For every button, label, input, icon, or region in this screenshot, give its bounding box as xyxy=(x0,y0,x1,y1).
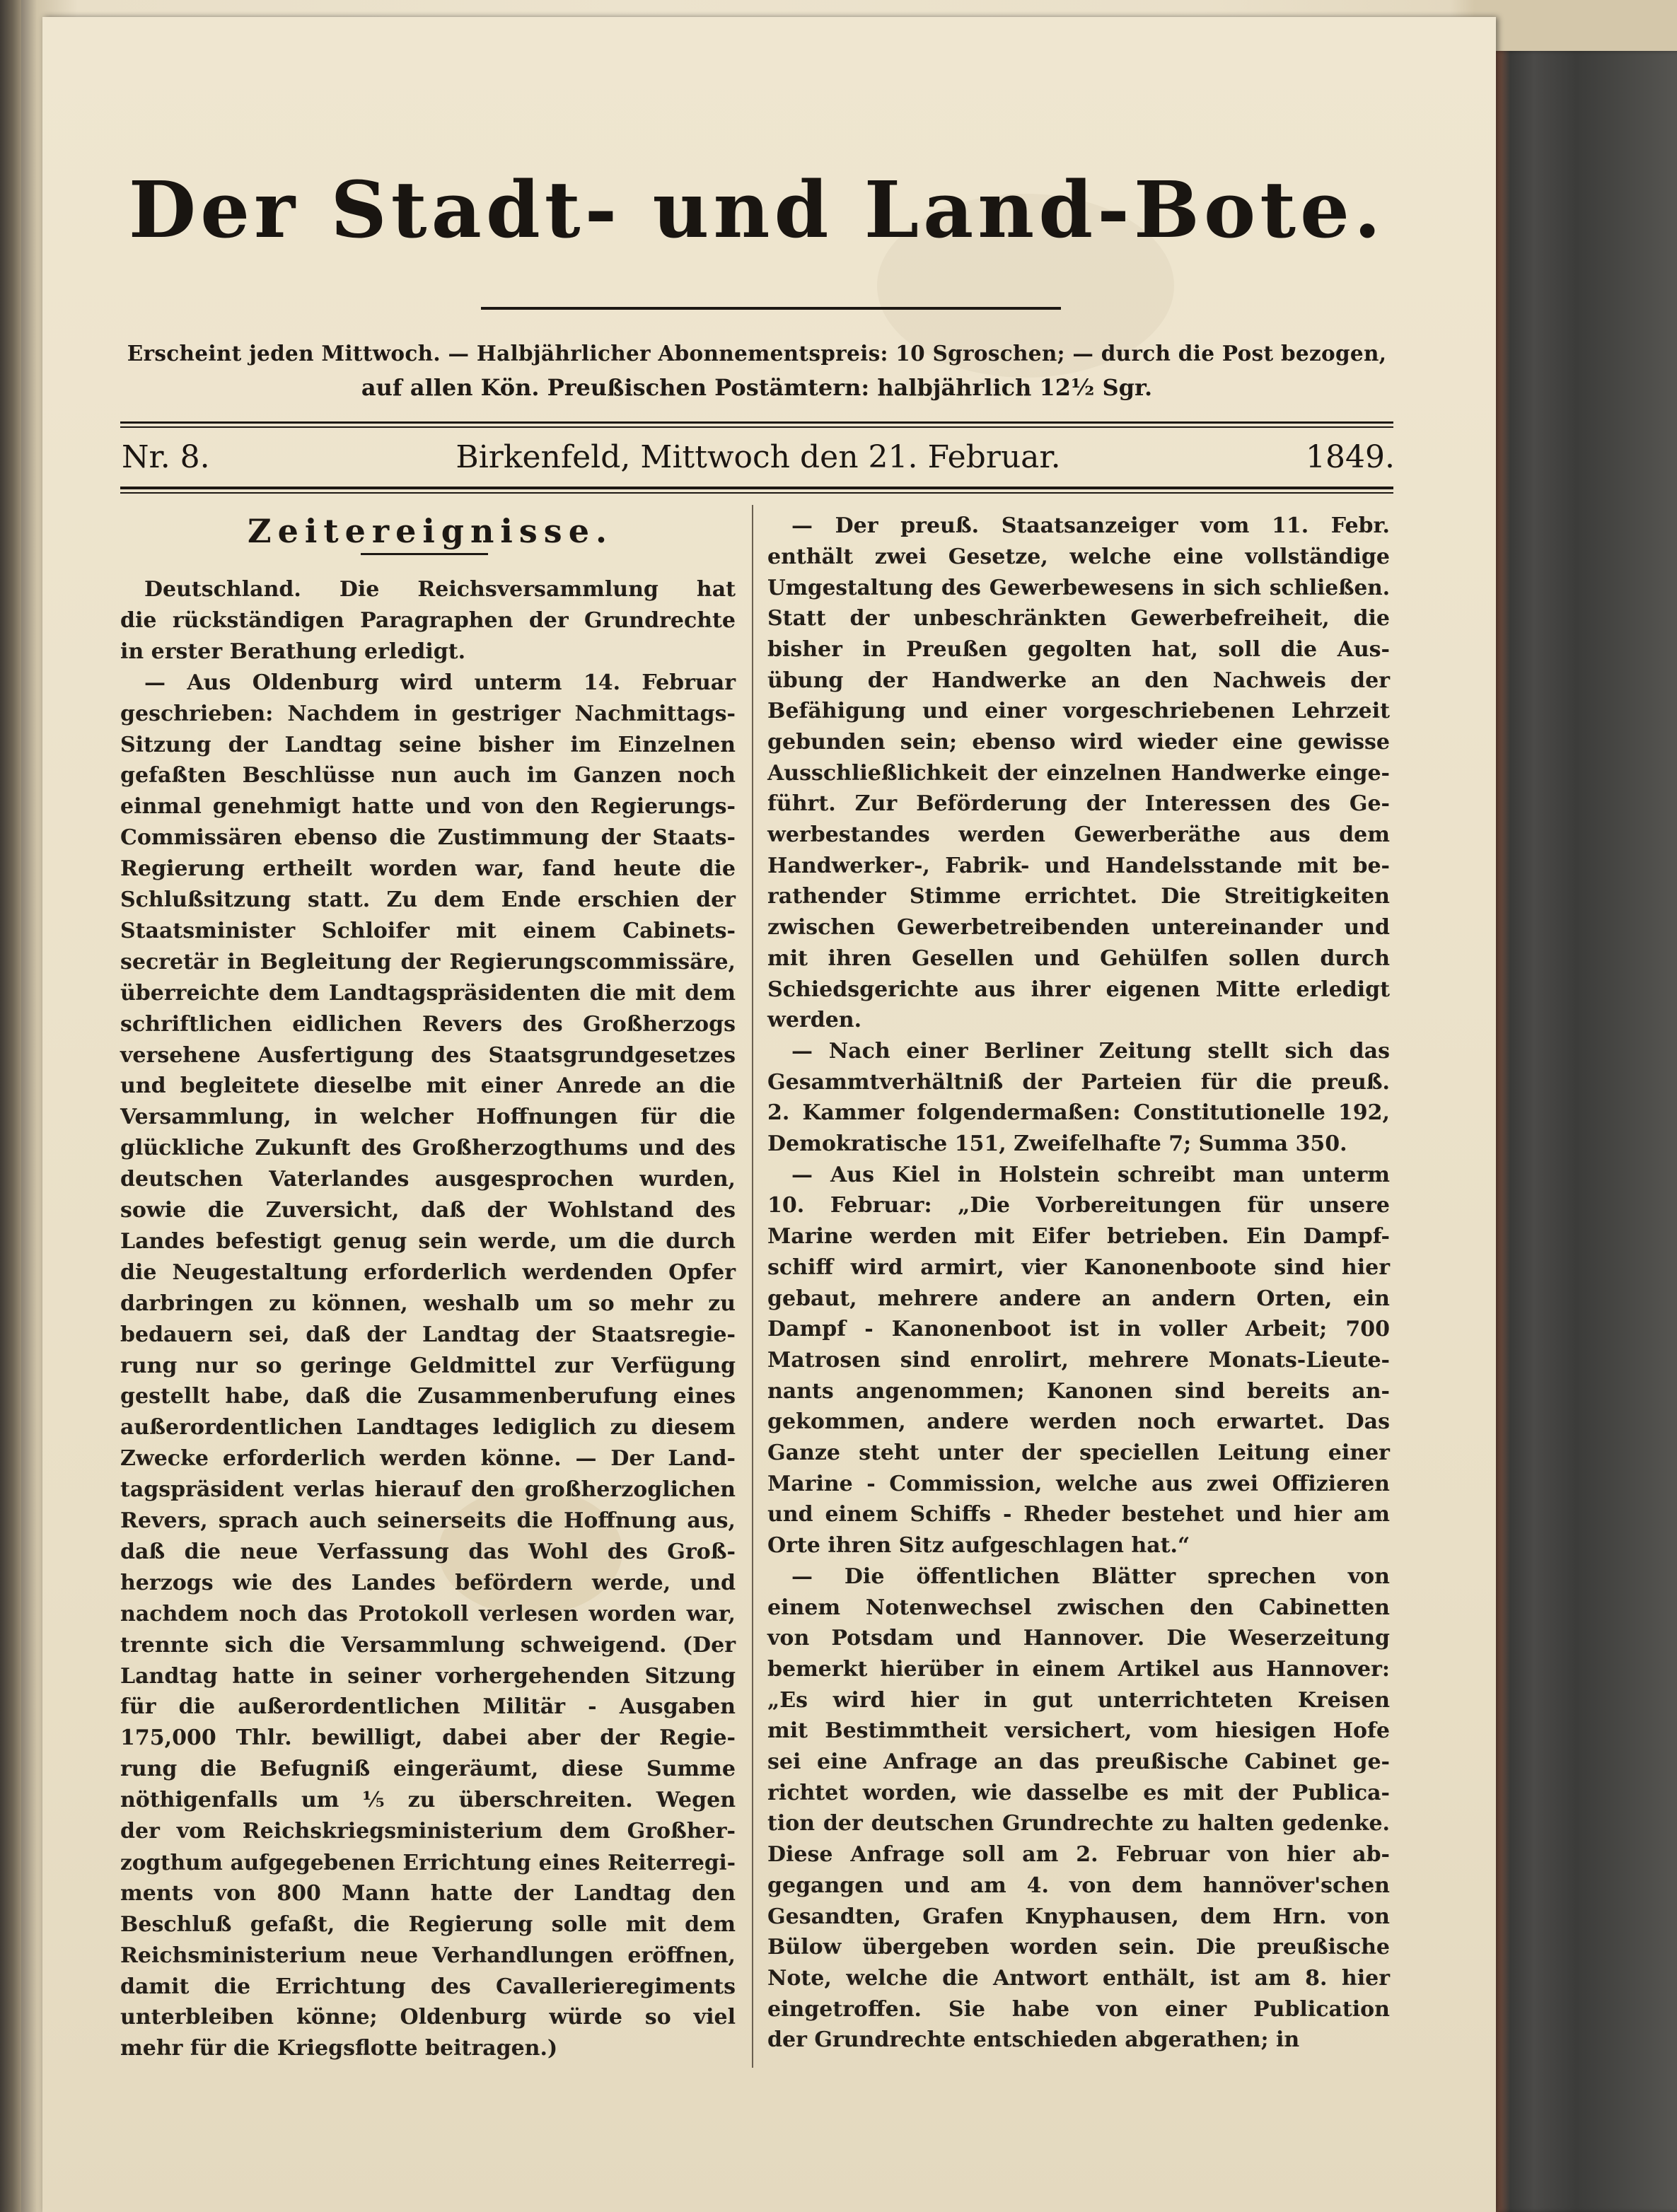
text-line: tion der deutschen Grundrechte zu halten gedenke. xyxy=(767,1811,1390,1836)
column-divider xyxy=(752,505,753,2068)
text-line: Schiedsgerichte aus ihrer eigenen Mitte erledigt xyxy=(767,977,1390,1002)
text-line: einmal genehmigt hatte und von den Regierungs- xyxy=(120,794,736,820)
header-rule-bottom xyxy=(120,487,1393,489)
text-line: bedauern sei, daß der Landtag der Staatsregie- xyxy=(120,1322,736,1347)
text-line: mit Bestimmtheit versichert, vom hiesigen Hofe xyxy=(767,1718,1390,1744)
text-line: darbringen zu können, weshalb um so mehr zu xyxy=(120,1291,736,1316)
text-line: werden. xyxy=(767,1008,862,1033)
text-line: sei eine Anfrage an das preußische Cabinet ge- xyxy=(767,1750,1390,1774)
year: 1849. xyxy=(1306,439,1395,475)
text-line: — Die öffentlichen Blätter sprechen von xyxy=(791,1564,1390,1589)
text-line: Matrosen sind enrolirt, mehrere Monats-Lieute- xyxy=(767,1347,1390,1373)
place-and-date: Birkenfeld, Mittwoch den 21. Februar. xyxy=(455,439,1061,475)
text-line: Ausschließlichkeit der einzelnen Handwerke einge- xyxy=(767,760,1390,786)
text-line: geschrieben: Nachdem in gestriger Nachmittags- xyxy=(120,701,736,726)
text-line: nachdem noch das Protokoll verlesen worden war, xyxy=(120,1601,736,1626)
text-line: Dampf - Kanonenboot ist in voller Arbeit; 700 xyxy=(767,1317,1390,1342)
text-line: gegangen und am 4. von dem hannöver'schen xyxy=(767,1873,1390,1898)
text-line: trennte sich die Versammlung schweigend. (Der xyxy=(120,1632,736,1658)
text-line: Befähigung und einer vorgeschriebenen Lehrzeit xyxy=(767,699,1390,724)
text-line: gefaßten Beschlüsse nun auch im Ganzen noch xyxy=(120,763,736,788)
text-line: 10. Februar: „Die Vorbereitungen für unsere xyxy=(767,1193,1390,1218)
text-line: führt. Zur Beförderung der Interessen des Ge- xyxy=(767,791,1390,817)
text-line: secretär in Begleitung der Regierungscommissäre, xyxy=(120,949,736,974)
masthead-title: Der Stadt- und Land-Bote. xyxy=(128,164,1386,255)
text-line: versehene Ausfertigung des Staatsgrundgesetzes xyxy=(120,1042,736,1068)
text-line: übung der Handwerke an den Nachweis der xyxy=(767,668,1390,693)
text-line: tagspräsident verlas hierauf den großherzoglichen xyxy=(120,1477,736,1503)
text-line: Demokratische 151, Zweifelhafte 7; Summa 350. xyxy=(767,1131,1347,1156)
text-line: daß die neue Verfassung das Wohl des Groß- xyxy=(120,1539,736,1564)
text-line: Versammlung, in welcher Hoffnungen für die xyxy=(120,1105,736,1130)
text-line: der vom Reichskriegsministerium dem Großher- xyxy=(120,1819,736,1844)
text-line: Diese Anfrage soll am 2. Februar von hier ab- xyxy=(767,1842,1390,1868)
text-line: zwischen Gewerbetreibenden untereinander und xyxy=(767,915,1390,941)
text-line: Regierung ertheilt worden war, fand heute die xyxy=(120,856,736,882)
text-line: richtet worden, wie dasselbe es mit der Publica- xyxy=(767,1780,1390,1805)
text-line: Landes befestigt genug sein werde, um die durch xyxy=(120,1228,736,1254)
subscription-line-1: Erscheint jeden Mittwoch. — Halbjährlicher Abonnementspreis: 10 Sgroschen; — durch die Post bezogen, xyxy=(127,341,1387,366)
text-line: glückliche Zukunft des Großherzogthums und des xyxy=(120,1136,736,1161)
text-line: Ganze steht unter der speciellen Leitung einer xyxy=(767,1440,1390,1465)
text-line: Marine - Commission, welche aus zwei Offizieren xyxy=(767,1471,1390,1496)
text-line: Deutschland. Die Reichsversammlung hat xyxy=(144,577,736,602)
text-line: Umgestaltung des Gewerbewesens in sich schließen. xyxy=(767,575,1390,600)
text-line: zogthum aufgegebenen Errichtung eines Reiterregi- xyxy=(120,1849,736,1875)
text-line: die rückständigen Paragraphen der Grundrechte xyxy=(120,607,736,633)
text-line: Note, welche die Antwort enthält, ist am 8. hier xyxy=(767,1965,1390,1991)
text-line: Marine werden mit Eifer betrieben. Ein Dampf- xyxy=(767,1224,1390,1250)
text-line: Statt der unbeschränkten Gewerbefreiheit, die xyxy=(767,606,1390,631)
text-line: Staatsminister Schloifer mit einem Cabinets- xyxy=(120,918,736,943)
text-line: gebaut, mehrere andere an andern Orten, ein xyxy=(767,1286,1390,1311)
text-line: in erster Berathung erledigt. xyxy=(120,639,466,664)
text-line: nants angenommen; Kanonen sind bereits an- xyxy=(767,1378,1390,1404)
text-line: „Es wird hier in gut unterrichteten Kreisen xyxy=(767,1687,1390,1713)
text-line: einem Notenwechsel zwischen den Cabinetten xyxy=(767,1595,1390,1620)
text-line: Gesammtverhältniß der Parteien für die preuß. xyxy=(767,1069,1390,1095)
text-line: Commissären ebenso die Zustimmung der Staats- xyxy=(120,825,736,851)
text-line: Sitzung der Landtag seine bisher im Einzelnen xyxy=(120,732,736,757)
text-line: außerordentlichen Landtages lediglich zu diesem xyxy=(120,1415,736,1440)
text-line: — Der preuß. Staatsanzeiger vom 11. Febr. xyxy=(791,513,1390,538)
text-line: der Grundrechte entschieden abgerathen; in xyxy=(767,2027,1300,2053)
text-line: rathender Stimme errichtet. Die Streitigkeiten xyxy=(767,884,1390,909)
header-rule-top-2 xyxy=(120,426,1393,428)
text-line: gestellt habe, daß die Zusammenberufung eines xyxy=(120,1384,736,1409)
text-line: von Potsdam und Hannover. Die Weserzeitung xyxy=(767,1626,1390,1651)
text-line: für die außerordentlichen Militär - Ausgaben xyxy=(120,1694,736,1720)
text-line: nöthigenfalls um ⅕ zu überschreiten. Wegen xyxy=(120,1788,736,1813)
text-line: — Aus Oldenburg wird unterm 14. Februar xyxy=(144,670,736,695)
text-line: gebunden sein; ebenso wird wieder eine gewisse xyxy=(767,729,1390,755)
text-line: damit die Errichtung des Cavallerieregiments xyxy=(120,1974,736,1999)
subscription-line-2: auf allen Kön. Preußischen Postämtern: halbjährlich 12½ Sgr. xyxy=(361,374,1153,401)
text-line: Revers, sprach auch seinerseits die Hoffnung aus, xyxy=(120,1508,736,1533)
text-line: Reichsministerium neue Verhandlungen eröffnen, xyxy=(120,1943,736,1968)
text-line: eingetroffen. Sie habe von einer Publication xyxy=(767,1996,1390,2022)
text-line: unterbleiben könne; Oldenburg würde so viel xyxy=(120,2005,736,2030)
text-line: — Aus Kiel in Holstein schreibt man unterm xyxy=(791,1162,1390,1187)
text-line: überreichte dem Landtagspräsidenten die mit dem xyxy=(120,980,736,1006)
text-line: schiff wird armirt, vier Kanonenboote sind hier xyxy=(767,1255,1390,1280)
text-line: Orte ihren Sitz aufgeschlagen hat.“ xyxy=(767,1533,1190,1559)
text-line: deutschen Vaterlandes ausgesprochen wurden, xyxy=(120,1167,736,1192)
text-line: Bülow übergeben worden sein. Die preußische xyxy=(767,1935,1390,1960)
book-cover-board xyxy=(1492,51,1677,2212)
text-line: ments von 800 Mann hatte der Landtag den xyxy=(120,1880,736,1906)
section-heading-underline xyxy=(361,553,488,555)
issue-number: Nr. 8. xyxy=(122,439,210,475)
text-line: Beschluß gefaßt, die Regierung solle mit dem xyxy=(120,1911,736,1937)
text-line: und einem Schiffs - Rheder bestehet und hier am xyxy=(767,1502,1390,1527)
text-line: mehr für die Kriegsflotte beitragen.) xyxy=(120,2036,558,2061)
facing-page-edge xyxy=(0,0,21,2212)
text-line: mit ihren Gesellen und Gehülfen sollen durch xyxy=(767,945,1390,971)
text-line: und begleitete dieselbe mit einer Anrede an die xyxy=(120,1073,736,1099)
text-line: Handwerker-, Fabrik- und Handelsstande mit be- xyxy=(767,853,1390,878)
text-line: gekommen, andere werden noch erwartet. Das xyxy=(767,1409,1390,1435)
text-line: 2. Kammer folgendermaßen: Constitutionelle 192, xyxy=(767,1100,1390,1126)
dateline xyxy=(122,439,1395,482)
text-line: enthält zwei Gesetze, welche eine vollständige xyxy=(767,544,1390,569)
text-line: die Neugestaltung erforderlich werdenden Opfer xyxy=(120,1259,736,1285)
text-line: Gesandten, Grafen Knyphausen, dem Hrn. von xyxy=(767,1904,1390,1929)
text-line: werbestandes werden Gewerberäthe aus dem xyxy=(767,822,1390,847)
text-line: rung die Befugniß eingeräumt, diese Summe xyxy=(120,1757,736,1782)
newspaper-page xyxy=(42,17,1496,2212)
section-heading: Zeitereignisse. xyxy=(248,512,613,550)
text-line: rung nur so geringe Geldmittel zur Verfügung xyxy=(120,1353,736,1378)
masthead-rule xyxy=(481,307,1061,310)
text-line: sowie die Zuversicht, daß der Wohlstand des xyxy=(120,1198,736,1223)
header-rule-bottom-2 xyxy=(120,492,1393,494)
text-line: Landtag hatte in seiner vorhergehenden Sitzung xyxy=(120,1663,736,1689)
text-line: — Nach einer Berliner Zeitung stellt sich das xyxy=(791,1038,1390,1064)
text-line: bisher in Preußen gegolten hat, soll die Aus- xyxy=(767,636,1390,662)
text-line: bemerkt hierüber in einem Artikel aus Hannover: xyxy=(767,1656,1390,1682)
text-line: herzogs wie des Landes befördern werde, und xyxy=(120,1570,736,1595)
header-rule-top xyxy=(120,421,1393,424)
text-line: schriftlichen eidlichen Revers des Großherzogs xyxy=(120,1011,736,1037)
text-line: Zwecke erforderlich werden könne. — Der Land- xyxy=(120,1446,736,1472)
text-line: Schlußsitzung statt. Zu dem Ende erschien der xyxy=(120,887,736,912)
text-line: 175,000 Thlr. bewilligt, dabei aber der Regie- xyxy=(120,1725,736,1751)
